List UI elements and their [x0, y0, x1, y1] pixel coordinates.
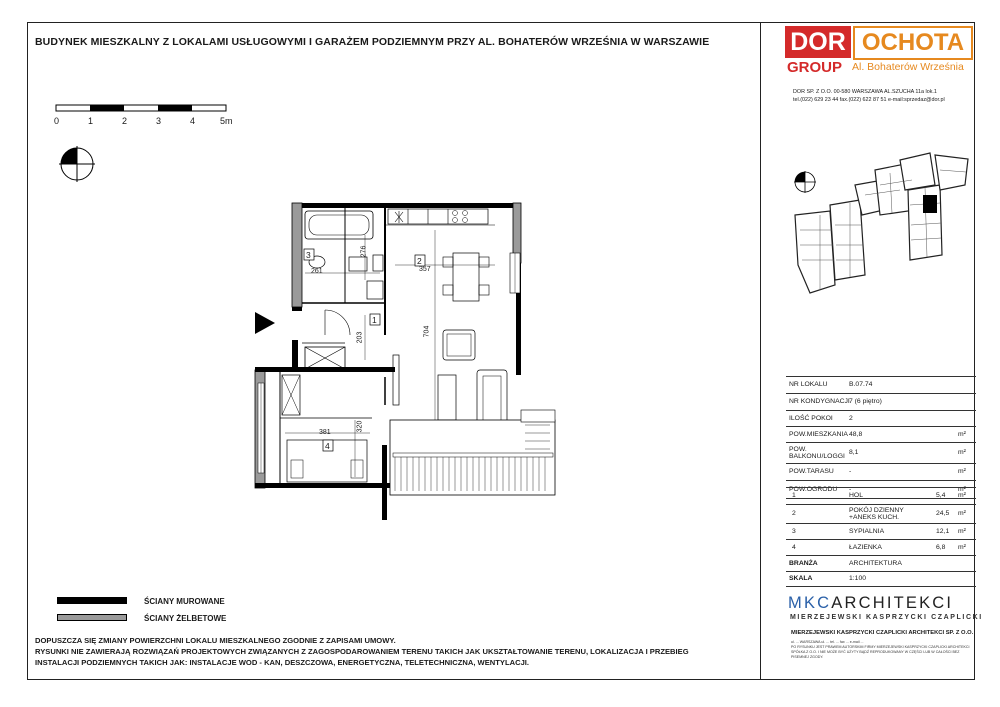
floor-plan: [245, 195, 565, 525]
legend-swatch-murowane: [57, 597, 127, 604]
branza-row: BRANŻA ARCHITEKTURA: [786, 555, 976, 571]
info-row-ilosc-pokoi: ILOŚĆ POKOI 2: [786, 410, 976, 426]
room-2-dim-depth: 704: [423, 325, 431, 338]
room-number-3: 3: [306, 250, 311, 260]
logo-group: GROUP: [787, 59, 843, 76]
info-row-nr-kondygnacji: NR KONDYGNACJI 7 (6 piętro): [786, 393, 976, 410]
room-row-2: 2 POKÓJ DZIENNY +ANEKS KUCH. 24,5 m²: [786, 504, 976, 523]
legend-label-murowane: ŚCIANY MUROWANE: [144, 597, 225, 606]
scale-label-5m: 5m: [220, 116, 233, 126]
company-info: [793, 88, 945, 104]
note-line-1: DOPUSZCZA SIĘ ZMIANY POWIERZCHNI LOKALU MIESZKALNEGO ZGODNIE Z ZAPISAMI UMOWY.: [35, 636, 396, 645]
room-row-3: 3 SYPIALNIA 12,1 m²: [786, 523, 976, 539]
room-number-2: 2: [417, 256, 422, 266]
company-info-line1: DOR SP. Z O.O. 00-580 WARSZAWA AL.SZUCHA 11a lok.1: [793, 89, 937, 95]
info-row-pow-mieszkania: POW.MIESZKANIA 48,8 m²: [786, 426, 976, 442]
legend-label-zelbetowe: ŚCIANY ŻELBETOWE: [144, 614, 227, 623]
scale-bar: [55, 102, 235, 114]
scale-label-3: 3: [156, 116, 162, 126]
scale-label-2: 2: [122, 116, 128, 126]
info-row-pow-tarasu: POW.TARASU - m²: [786, 463, 976, 480]
architect-fineprint: ul. ... WARSZAWA ul. ... tel. ... fax ... e-mail ... PO RYSUNKU JEST PRAWEM AUTORSKIM FIRMY MIERZEJEWSKI KASPRZYCKI CZAPLICKI ARCHITEKCI SPÓŁKA Z O.O. I NIE MOŻE BYĆ UŻYTY BĄDŹ REPRODUKOWANY W CZĘŚCI LUB W CAŁOŚCI BEZ PISEMNEJ ZGODY.: [791, 640, 970, 659]
room-1-dim: 203: [356, 331, 364, 344]
room-number-4: 4: [325, 441, 330, 451]
logo-dor: DOR: [785, 26, 851, 58]
logo-subtitle: Al. Bohaterów Września: [852, 61, 964, 73]
skala-row: SKALA 1:100: [786, 571, 976, 587]
note-line-2: RYSUNKI NIE ZAWIERAJĄ ROZWIĄZAŃ PROJEKTOWYCH ZWIĄZANYCH Z ZAGOSPODAROWANIEM TERENU TAKICH JAK UKSZTAŁTOWANIE TERENU, LOKALIZACJA I PRZEBIEG: [35, 647, 689, 656]
legend-swatch-zelbetowe: [57, 614, 127, 621]
logo-ochota: OCHOTA: [853, 26, 973, 60]
room-row-4: 4 ŁAZIENKA 6,8 m²: [786, 539, 976, 555]
architect-logo-arch: ARCHITEKCI: [831, 594, 954, 612]
room-number-1: 1: [372, 315, 377, 325]
page-title: BUDYNEK MIESZKALNY Z LOKALAMI USŁUGOWYMI I GARAŻEM PODZIEMNYM PRZY AL. BOHATERÓW WRZEŚNIA W WARSZAWIE: [35, 36, 710, 48]
scale-label-0: 0: [54, 116, 60, 126]
architect-subtitle: MIERZEJEWSKI KASPRZYCKI CZAPLICKI: [790, 614, 983, 621]
note-line-3: INSTALACJI PODZIEMNYCH TAKICH JAK: INSTALACJE WOD - KAN, DESZCZOWA, ENERGETYCZNA, TELETECHNICZNA, WENTYLACJI.: [35, 658, 530, 667]
scale-label-4: 4: [190, 116, 196, 126]
north-arrow-icon: [58, 145, 96, 183]
company-info-line2: tel.(022) 629 23 44 fax.(022) 622 87 51 e-mail:sprzedaz@dor.pl: [793, 97, 945, 103]
scale-label-1: 1: [88, 116, 94, 126]
room-2-dim-width: 357: [419, 266, 431, 273]
key-plan: [790, 145, 970, 305]
architect-company: MIERZEJEWSKI KASPRZYCKI CZAPLICKI ARCHITEKCI SP. Z O.O.: [791, 630, 974, 636]
info-row-pow-balkonu: POW. BALKONU/LOGGI 8,1 m²: [786, 442, 976, 463]
notes: [35, 635, 689, 668]
info-row-pow-ogrodu: POW.OGRODU - m²: [786, 480, 976, 498]
room-3-dim-depth: 276: [360, 245, 368, 258]
info-row-nr-lokalu: NR LOKALU B.07.74: [786, 376, 976, 393]
architect-logo: [788, 594, 953, 613]
room-row-1: 1 HOL 5,4 m²: [786, 487, 976, 504]
architect-logo-mkc: MKC: [788, 594, 832, 612]
room-4-dim-depth: 320: [356, 420, 364, 433]
room-4-dim-width: 381: [319, 429, 331, 436]
room-3-dim-width: 261: [311, 268, 323, 275]
